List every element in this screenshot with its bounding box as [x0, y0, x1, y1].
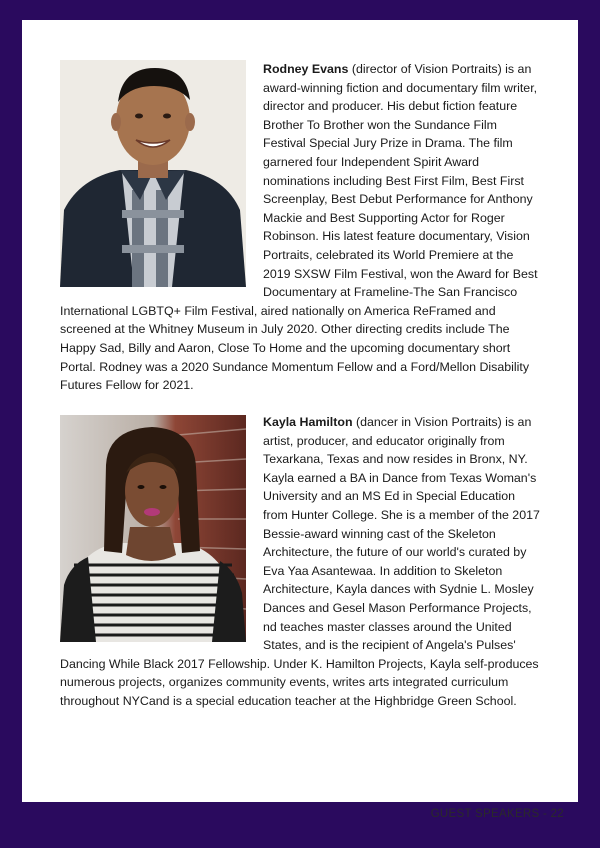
bio-name: Kayla Hamilton: [263, 415, 353, 429]
page-footer: GUEST SPEAKERS - 22: [430, 808, 564, 820]
bio-rodney-evans: [60, 60, 540, 395]
bio-kayla-hamilton: [60, 413, 540, 711]
bio-text: (dancer in Vision Portraits) is an artist, producer, and educator originally from Texarkana, Texas and now resides in Bronx, NY. Kayla earned a BA in Dance from Texas Woman's University and an MS Ed in Special Education from Hunter College. She is a member of the 2017 Bessie-award winning cast of the Skeleton Architecture, the future of our world's curated by Eva Yaa Asantewaa. In addition to Skeleton Architecture, Kayla dances with Sydnie L. Mosley Dances and Gesel Mason Performance Projects, nd teaches master classes around the United States, and is the recipient of Angela's Pulses' Dancing While Black 2017 Fellowship. Under K. Hamilton Projects, Kayla self-produces numerous projects, organizes community events, writes arts integrated curriculum throughout NYCand is a special education teacher at the Highbridge Green School.: [60, 415, 540, 708]
bio-text: (director of Vision Portraits) is an award-winning fiction and documentary film writer, director and producer. His debut fiction feature Brother To Brother won the Sundance Film Festival Special Jury Prize in Drama. The film garnered four Independent Spirit Award nominations including Best First Film, Best First Screenplay, Best Debut Performance for Anthony Mackie and Best Supporting Actor for Roger Robinson. His latest feature documentary, Vision Portraits, celebrated its World Premiere at the 2019 SXSW Film Festival, won the Award for Best Documentary at Frameline-The San Francisco International LGBTQ+ Film Festival, aired nationally on America ReFramed and screened at the Whitney Museum in July 2020. Other directing credits include The Happy Sad, Billy and Aaron, Close To Home and the upcoming documentary short Portal. Rodney was a 2020 Sundance Momentum Fellow and a Ford/Mellon Disability Futures Fellow for 2021.: [60, 62, 538, 393]
bio-name: Rodney Evans: [263, 62, 349, 76]
kayla-hamilton-portrait: [60, 415, 246, 642]
document-page: [22, 20, 578, 820]
rodney-evans-portrait: [60, 60, 246, 287]
